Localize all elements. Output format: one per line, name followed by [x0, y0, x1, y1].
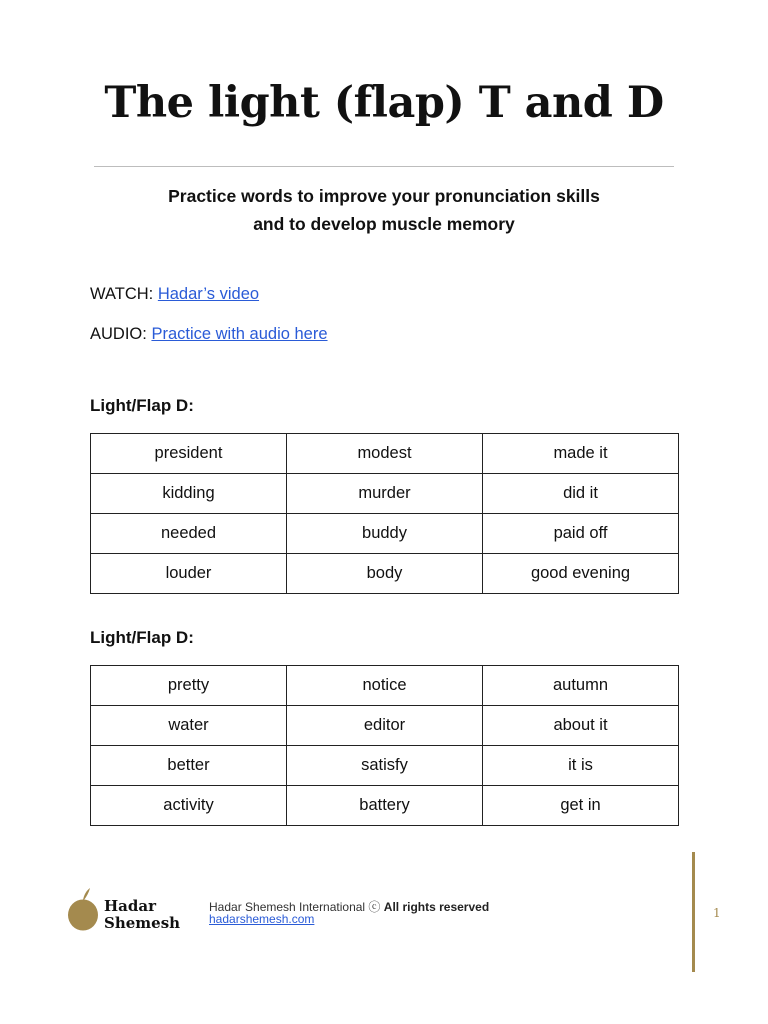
word-cell: louder	[91, 554, 287, 594]
word-cell: body	[287, 554, 483, 594]
table-row	[91, 786, 679, 826]
word-cell: modest	[287, 434, 483, 474]
word-cell: better	[91, 746, 287, 786]
audio-practice-link[interactable]: Practice with audio here	[151, 325, 328, 343]
subtitle-line-2: and to develop muscle memory	[253, 214, 515, 234]
word-cell: editor	[287, 706, 483, 746]
word-cell: battery	[287, 786, 483, 826]
copyright-bold: All rights reserved	[383, 900, 490, 914]
word-table-1	[90, 433, 679, 594]
table-row	[91, 474, 679, 514]
brand-line-1: Hadar	[104, 897, 157, 915]
subtitle	[0, 182, 768, 238]
page-title: The light (flap) T and D	[104, 78, 664, 128]
section-label-1: Light/Flap D:	[90, 396, 194, 415]
word-table-2	[90, 665, 679, 826]
brand-name	[104, 898, 180, 932]
word-cell: satisfy	[287, 746, 483, 786]
word-cell: made it	[483, 434, 679, 474]
word-cell: good evening	[483, 554, 679, 594]
audio-label: AUDIO:	[90, 325, 147, 343]
table-row	[91, 434, 679, 474]
apple-logo-icon	[66, 886, 100, 932]
word-cell: autumn	[483, 666, 679, 706]
website-link[interactable]: hadarshemesh.com	[209, 912, 315, 926]
word-cell: paid off	[483, 514, 679, 554]
word-cell: about it	[483, 706, 679, 746]
watch-line	[90, 285, 259, 304]
footer-accent-bar	[692, 852, 695, 972]
word-cell: activity	[91, 786, 287, 826]
word-cell: did it	[483, 474, 679, 514]
table-row	[91, 666, 679, 706]
word-cell: buddy	[287, 514, 483, 554]
table-row	[91, 554, 679, 594]
word-cell: water	[91, 706, 287, 746]
table-row	[91, 514, 679, 554]
word-cell: pretty	[91, 666, 287, 706]
word-cell: president	[91, 434, 287, 474]
watch-video-link[interactable]: Hadar’s video	[157, 285, 260, 303]
title-divider	[94, 166, 674, 167]
word-cell: needed	[91, 514, 287, 554]
page-number: 1	[713, 906, 721, 920]
word-cell: murder	[287, 474, 483, 514]
watch-label: WATCH:	[90, 285, 154, 303]
word-cell: notice	[287, 666, 483, 706]
section-label-2: Light/Flap D:	[90, 628, 194, 647]
word-cell: it is	[483, 746, 679, 786]
word-cell: kidding	[91, 474, 287, 514]
brand-line-2: Shemesh	[104, 914, 181, 932]
table-row	[91, 706, 679, 746]
table-row	[91, 746, 679, 786]
audio-line	[90, 325, 328, 344]
copyright-prefix: Hadar Shemesh International ⓒ	[209, 900, 381, 914]
word-cell: get in	[483, 786, 679, 826]
subtitle-line-1: Practice words to improve your pronunciation skills	[168, 186, 600, 206]
